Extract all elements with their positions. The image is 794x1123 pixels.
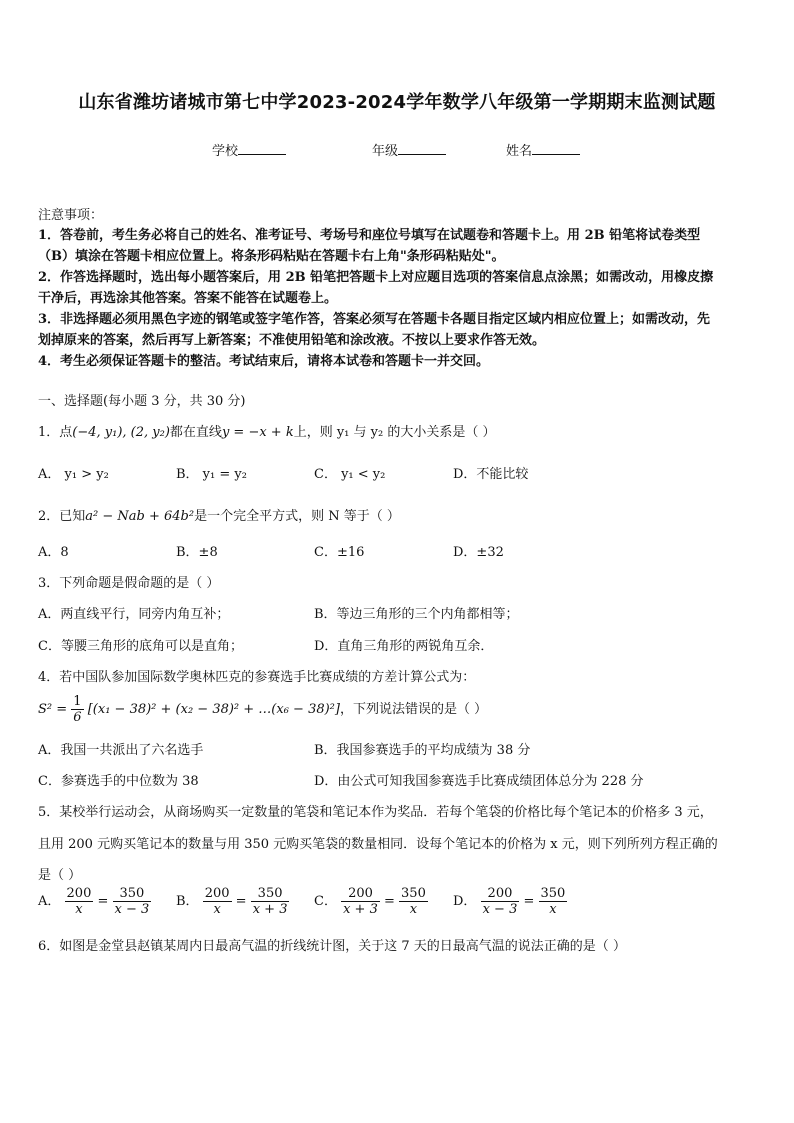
- school-blank: [238, 142, 286, 155]
- denominator: x: [409, 902, 418, 917]
- q2-suffix: 是一个完全平方式，则 N 等于（ ）: [194, 509, 400, 524]
- q1-mid: 都在直线: [169, 425, 222, 440]
- q5-option-d: D． $\frac{200}{x - 3}$ = $\frac{350}{x}$: [453, 886, 566, 917]
- numerator: 200: [481, 886, 520, 902]
- q3-option-a: A．两直线平行，同旁内角互补；: [38, 607, 230, 622]
- option-label: B．: [176, 894, 199, 909]
- left-fraction: [481, 886, 520, 917]
- q1-points: (−4, y₁), (2, y₂): [72, 425, 170, 440]
- left-fraction: [203, 886, 232, 917]
- q4-option-c: C．参赛选手的中位数为 38: [38, 774, 199, 789]
- numerator: 350: [401, 886, 426, 901]
- school-label: 学校: [212, 144, 239, 159]
- denominator: x: [75, 902, 83, 917]
- variance-formula: [38, 694, 487, 725]
- numerator: 200: [204, 886, 230, 901]
- q2-prefix: 2．已知: [38, 509, 86, 524]
- note-line: 划掉原来的答案，然后再写上新答案；不准使用铅笔和涂改液。不按以上要求作答无效。: [38, 333, 546, 348]
- note-line: 3．非选择题必须用黑色字迹的钢笔或签字笔作答，答案必须写在答题卡各题目指定区域内相应位置上；如需改动，先: [38, 312, 711, 327]
- q2-expression: a² − Nab + 64b²: [85, 509, 195, 524]
- question-4-stem: 4．若中国队参加国际数学奥林匹克的参赛选手比赛成绩的方差计算公式为：: [38, 670, 476, 685]
- grade-label: 年级: [372, 144, 399, 159]
- numerator: 200: [341, 886, 380, 902]
- note-line: 1．答卷前，考生务必将自己的姓名、准考证号、考场号和座位号填写在试题卷和答题卡上。用 2B 铅笔将试卷类型: [38, 228, 701, 243]
- numerator: 200: [66, 886, 92, 901]
- q5-option-c: C． $\frac{200}{x + 3}$ = $\frac{350}{x}$: [314, 886, 426, 917]
- denominator: x − 3: [114, 902, 150, 917]
- q1-option-d: D．不能比较: [453, 467, 529, 482]
- q5-option-b: B． $\frac{200}{x}$ = $\frac{350}{x + 3}$: [176, 886, 288, 917]
- denominator: x: [213, 902, 221, 917]
- numerator: 350: [251, 886, 290, 902]
- name-field: [506, 140, 580, 159]
- right-fraction: [251, 886, 290, 917]
- numerator: 350: [540, 886, 566, 901]
- formula-fraction: [71, 694, 83, 725]
- question-1-stem: [38, 421, 495, 440]
- name-blank: [532, 142, 580, 155]
- q1-option-c: C． y₁ < y₂: [314, 467, 386, 482]
- question-5-line: 是（ ）: [38, 868, 82, 883]
- q4-option-b: B．我国参赛选手的平均成绩为 38 分: [314, 743, 531, 758]
- note-line: 2．作答选择题时，选出每小题答案后，用 2B 铅笔把答题卡上对应题目选项的答案信息点涂黑；如需改动，用橡皮擦: [38, 270, 714, 285]
- name-label: 姓名: [506, 144, 533, 159]
- question-5-line: 5．某校举行运动会，从商场购买一定数量的笔袋和笔记本作为奖品．若每个笔袋的价格比每个笔记本的价格多 3 元，: [38, 805, 713, 820]
- note-line: 4．考生必须保证答题卡的整洁。考试结束后，请将本试卷和答题卡一并交回。: [38, 354, 490, 369]
- q3-option-d: D．直角三角形的两锐角互余．: [314, 639, 494, 654]
- q2-option-d: D．±32: [453, 545, 504, 560]
- q4-option-a: A．我国一共派出了六名选手: [38, 743, 204, 758]
- question-2-stem: [38, 505, 400, 524]
- right-fraction: [113, 886, 152, 917]
- question-6-stem: 6．如图是金堂县赵镇某周内日最高气温的折线统计图，关于这 7 天的日最高气温的说法正确的是（ ）: [38, 939, 626, 954]
- grade-blank: [398, 142, 446, 155]
- denominator: x: [549, 902, 557, 917]
- q3-option-b: B．等边三角形的三个内角都相等；: [314, 607, 519, 622]
- q1-prefix: 1．点: [38, 425, 73, 440]
- option-label: C．: [314, 894, 337, 909]
- q3-option-c: C．等腰三角形的底角可以是直角；: [38, 639, 243, 654]
- left-fraction: [341, 886, 380, 917]
- option-label: D．: [453, 894, 477, 909]
- denominator: x + 3: [343, 902, 378, 917]
- q1-option-a: A． y₁ > y₂: [38, 467, 109, 482]
- note-line: （B）填涂在答题卡相应位置上。将条形码粘贴在答题卡右上角"条形码粘贴处"。: [38, 249, 505, 264]
- left-fraction: [65, 886, 94, 917]
- right-fraction: [539, 886, 568, 917]
- page-title: 山东省潍坊诸城市第七中学2023-2024学年数学八年级第一学期期末监测试题: [78, 92, 716, 113]
- q1-line-equation: y = −x + k: [221, 425, 294, 440]
- fraction-numerator: 1: [73, 694, 82, 709]
- option-label: A．: [38, 894, 61, 909]
- question-5-line: 且用 200 元购买笔记本的数量与用 350 元购买笔袋的数量相同．设每个笔记本的价格为 x 元，则下列所列方程正确的: [38, 837, 718, 852]
- grade-field: [372, 140, 446, 159]
- q5-option-a: A． $\frac{200}{x}$ = $\frac{350}{x - 3}$: [38, 886, 150, 917]
- denominator: x − 3: [482, 902, 518, 917]
- q2-option-b: B．±8: [176, 545, 218, 560]
- right-fraction: [399, 886, 428, 917]
- school-field: [212, 140, 286, 159]
- section-heading: 一、选择题(每小题 3 分，共 30 分): [38, 394, 246, 409]
- numerator: 350: [113, 886, 152, 902]
- formula-body: [(x₁ − 38)² + (x₂ − 38)² + …(x₆ − 38)²]: [87, 702, 340, 717]
- question-3-stem: 3．下列命题是假命题的是（ ）: [38, 576, 220, 591]
- q1-suffix: 上，则 y₁ 与 y₂ 的大小关系是（ ）: [293, 425, 496, 440]
- q2-option-a: A．8: [38, 545, 69, 560]
- q2-option-c: C．±16: [314, 545, 365, 560]
- q1-option-b: B． y₁ = y₂: [176, 467, 247, 482]
- formula-left: S² =: [38, 702, 68, 717]
- fraction-denominator: 6: [73, 710, 82, 725]
- formula-suffix: ，下列说法错误的是（ ）: [339, 702, 488, 717]
- note-line: 干净后，再选涂其他答案。答案不能答在试题卷上。: [38, 291, 338, 306]
- notes-heading: 注意事项：: [38, 208, 104, 223]
- denominator: x + 3: [252, 902, 288, 917]
- q4-option-d: D．由公式可知我国参赛选手比赛成绩团体总分为 228 分: [314, 774, 644, 789]
